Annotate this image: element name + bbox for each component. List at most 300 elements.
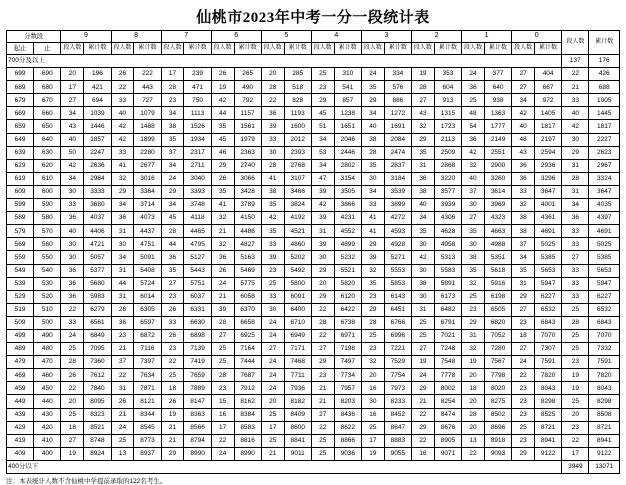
cell-cum-count: 1651 (334, 120, 361, 133)
cell-tail-seg: 33 (562, 225, 589, 238)
cell-seg-count: 36 (61, 277, 84, 290)
header-cum-7: 累计数 (184, 43, 211, 55)
cell-seg-count: 39 (311, 212, 334, 225)
cell-cum-count: 4958 (434, 238, 461, 251)
cell-cum-count: 8233 (384, 395, 411, 408)
cell-seg-count: 24 (512, 356, 535, 369)
cell-cum-count: 8275 (484, 395, 511, 408)
cell-cum-count: 4751 (134, 238, 161, 251)
cell-cum-count: 3184 (384, 172, 411, 185)
cell-seg-count: 25 (261, 434, 284, 447)
cell-cum-count: 3066 (234, 172, 261, 185)
cell-cum-count: 1272 (384, 107, 411, 120)
table-row (7, 107, 620, 120)
cell-tail-seg: 27 (562, 251, 589, 264)
row-score-end: 620 (34, 159, 61, 172)
row-label-span: 700分及以上 (7, 55, 562, 68)
header-start: 起止 (7, 43, 34, 55)
cell-cum-count: 2446 (334, 146, 361, 159)
cell-tail-cum: 688 (589, 81, 620, 94)
cell-cum-count: 7280 (484, 343, 511, 356)
cell-seg-count: 32 (462, 277, 485, 290)
cell-tail-seg: 23 (562, 356, 589, 369)
cell-seg-count: 34 (412, 212, 435, 225)
cell-seg-count: 32 (412, 120, 435, 133)
cell-cum-count: 4073 (134, 212, 161, 225)
cell-seg-count: 22 (161, 356, 184, 369)
cell-seg-count: 42 (61, 159, 84, 172)
cell-tail-cum: 2227 (589, 133, 620, 146)
row-score-end: 480 (34, 343, 61, 356)
cell-cum-count: 9036 (334, 447, 361, 460)
cell-seg-count: 29 (111, 185, 134, 198)
cell-seg-count: 35 (161, 133, 184, 146)
cell-cum-count: 3364 (134, 185, 161, 198)
row-score-start: 479 (7, 356, 34, 369)
cell-seg-count: 50 (61, 146, 84, 159)
cell-seg-count: 40 (361, 120, 384, 133)
cell-seg-count: 19 (61, 447, 84, 460)
cell-cum-count: 7634 (134, 369, 161, 382)
cell-cum-count: 9071 (434, 447, 461, 460)
cell-seg-count: 33 (261, 290, 284, 303)
cell-tail-cum: 176 (589, 55, 620, 68)
cell-cum-count: 5521 (334, 264, 361, 277)
cell-seg-count: 26 (161, 395, 184, 408)
cell-cum-count: 6143 (384, 290, 411, 303)
cell-cum-count: 3296 (535, 172, 562, 185)
cell-cum-count: 7248 (434, 343, 461, 356)
cell-seg-count: 46 (211, 146, 234, 159)
cell-cum-count: 8254 (434, 395, 461, 408)
cell-cum-count: 4795 (184, 238, 211, 251)
cell-seg-count: 20 (61, 395, 84, 408)
cell-cum-count: 6872 (134, 329, 161, 342)
row-score-end: 670 (34, 94, 61, 107)
cell-seg-count: 23 (211, 382, 234, 395)
cell-cum-count: 2802 (334, 159, 361, 172)
cell-seg-count: 23 (161, 290, 184, 303)
row-score-start: 669 (7, 107, 34, 120)
cell-seg-count: 25 (361, 329, 384, 342)
cell-seg-count: 38 (261, 185, 284, 198)
cell-seg-count: 24 (211, 277, 234, 290)
cell-cum-count: 6532 (535, 303, 562, 316)
cell-seg-count: 26 (61, 369, 84, 382)
cell-cum-count: 6173 (434, 290, 461, 303)
row-score-start: 529 (7, 290, 34, 303)
cell-seg-count: 31 (311, 225, 334, 238)
cell-seg-count: 41 (361, 212, 384, 225)
cell-seg-count: 37 (161, 146, 184, 159)
cell-cum-count: 7778 (434, 369, 461, 382)
cell-seg-count: 27 (512, 81, 535, 94)
cell-cum-count: 2711 (184, 159, 211, 172)
cell-cum-count: 3939 (434, 199, 461, 212)
cell-seg-count: 34 (61, 107, 84, 120)
row-score-start: 499 (7, 329, 34, 342)
cell-seg-count: 34 (361, 185, 384, 198)
cell-cum-count: 2149 (484, 133, 511, 146)
cell-cum-count: 3614 (484, 185, 511, 198)
cell-cum-count: 443 (134, 81, 161, 94)
cell-tail-seg: 28 (562, 316, 589, 329)
cell-cum-count: 4721 (84, 238, 111, 251)
row-score-start: 609 (7, 185, 34, 198)
cell-cum-count: 6279 (84, 303, 111, 316)
cell-seg-count: 36 (462, 81, 485, 94)
cell-cum-count: 8918 (484, 434, 511, 447)
cell-cum-count: 7754 (384, 369, 411, 382)
header-cum-4: 累计数 (334, 43, 361, 55)
cell-seg-count: 38 (361, 133, 384, 146)
cell-cum-count: 5724 (134, 277, 161, 290)
cell-cum-count: 8452 (384, 408, 411, 421)
row-score-start: 659 (7, 120, 34, 133)
table-row (7, 94, 620, 107)
cell-seg-count: 29 (512, 290, 535, 303)
cell-seg-count: 26 (111, 303, 134, 316)
cell-seg-count: 34 (512, 251, 535, 264)
cell-tail-cum: 5947 (589, 277, 620, 290)
cell-seg-count: 41 (111, 159, 134, 172)
cell-seg-count: 25 (61, 408, 84, 421)
cell-cum-count: 7659 (184, 369, 211, 382)
cell-seg-count: 34 (361, 107, 384, 120)
cell-seg-count: 23 (512, 395, 535, 408)
cell-seg-count: 45 (311, 107, 334, 120)
cell-seg-count: 28 (412, 81, 435, 94)
cell-cum-count: 7548 (434, 356, 461, 369)
cell-seg-count: 30 (462, 238, 485, 251)
cell-cum-count: 1600 (284, 120, 311, 133)
cell-cum-count: 8474 (434, 408, 461, 421)
cell-cum-count: 6451 (384, 303, 411, 316)
cell-tail-seg: 33 (562, 264, 589, 277)
cell-cum-count: 2509 (434, 146, 461, 159)
cell-seg-count: 30 (462, 199, 485, 212)
cell-cum-count: 6658 (234, 316, 261, 329)
cell-seg-count: 22 (111, 369, 134, 382)
cell-cum-count: 5163 (234, 251, 261, 264)
cell-cum-count: 2247 (84, 146, 111, 159)
cell-cum-count: 913 (434, 94, 461, 107)
cell-seg-count: 40 (111, 107, 134, 120)
header-seg-1: 段人数 (462, 43, 485, 55)
cell-seg-count: 40 (61, 225, 84, 238)
cell-cum-count: 4521 (284, 225, 311, 238)
cell-seg-count: 19 (211, 81, 234, 94)
cell-tail-seg: 22 (562, 434, 589, 447)
row-score-start: 449 (7, 395, 34, 408)
cell-seg-count: 30 (261, 303, 284, 316)
header-group-7: 7 (161, 31, 211, 43)
cell-seg-count: 24 (261, 316, 284, 329)
cell-cum-count: 8937 (134, 447, 161, 460)
cell-cum-count: 5653 (535, 264, 562, 277)
cell-seg-count: 21 (161, 421, 184, 434)
row-score-end: 540 (34, 264, 61, 277)
cell-cum-count: 9011 (284, 447, 311, 460)
cell-seg-count: 16 (361, 408, 384, 421)
cell-seg-count: 34 (161, 199, 184, 212)
cell-cum-count: 8020 (484, 382, 511, 395)
row-score-start: 429 (7, 421, 34, 434)
cell-seg-count: 42 (512, 107, 535, 120)
cell-seg-count: 29 (161, 185, 184, 198)
cell-seg-count: 33 (261, 238, 284, 251)
cell-seg-count: 38 (412, 185, 435, 198)
cell-seg-count: 31 (412, 159, 435, 172)
cell-seg-count: 23 (512, 316, 535, 329)
table-row (7, 290, 620, 303)
cell-cum-count: 5232 (334, 251, 361, 264)
cell-seg-count: 22 (61, 303, 84, 316)
cell-seg-count: 33 (161, 316, 184, 329)
cell-cum-count: 2740 (234, 159, 261, 172)
row-score-start: 459 (7, 382, 34, 395)
cell-seg-count: 29 (211, 159, 234, 172)
cell-cum-count: 5127 (184, 251, 211, 264)
cell-cum-count: 7529 (384, 356, 411, 369)
header-tail-seg: 段人数 (562, 31, 589, 55)
cell-seg-count: 36 (412, 172, 435, 185)
cell-cum-count: 8583 (234, 421, 261, 434)
cell-cum-count: 3680 (84, 199, 111, 212)
cell-cum-count: 7307 (535, 343, 562, 356)
cell-cum-count: 4437 (134, 225, 161, 238)
cell-tail-seg: 28 (562, 172, 589, 185)
cell-seg-count: 21 (412, 395, 435, 408)
cell-cum-count: 7912 (234, 382, 261, 395)
cell-seg-count: 22 (311, 329, 334, 342)
cell-cum-count: 8721 (535, 421, 562, 434)
cell-seg-count: 34 (161, 107, 184, 120)
cell-seg-count: 20 (61, 68, 84, 81)
table-row (7, 212, 620, 225)
cell-cum-count: 5351 (484, 251, 511, 264)
cell-seg-count: 54 (462, 120, 485, 133)
cell-cum-count: 8298 (535, 395, 562, 408)
row-score-start: 519 (7, 303, 34, 316)
row-score-start: 439 (7, 408, 34, 421)
cell-cum-count: 8794 (184, 434, 211, 447)
cell-tail-cum: 2967 (589, 159, 620, 172)
cell-cum-count: 3789 (234, 199, 261, 212)
cell-tail-cum: 7332 (589, 343, 620, 356)
cell-tail-seg: 20 (562, 408, 589, 421)
cell-seg-count: 22 (412, 408, 435, 421)
cell-cum-count: 8816 (234, 434, 261, 447)
cell-cum-count: 8162 (234, 395, 261, 408)
cell-seg-count: 24 (261, 329, 284, 342)
header-cum-8: 累计数 (134, 43, 161, 55)
cell-cum-count: 6738 (334, 316, 361, 329)
cell-cum-count: 1446 (84, 120, 111, 133)
cell-seg-count: 35 (412, 146, 435, 159)
cell-cum-count: 2984 (84, 172, 111, 185)
table-body (7, 55, 620, 474)
cell-cum-count: 7497 (334, 356, 361, 369)
header-group-6: 6 (211, 31, 261, 43)
cell-seg-count: 20 (462, 395, 485, 408)
cell-cum-count: 7198 (334, 343, 361, 356)
cell-cum-count: 7444 (234, 356, 261, 369)
cell-cum-count: 5443 (184, 264, 211, 277)
cell-cum-count: 4827 (234, 238, 261, 251)
cell-seg-count: 20 (261, 395, 284, 408)
cell-cum-count: 2317 (184, 146, 211, 159)
row-score-end: 660 (34, 107, 61, 120)
table-row (7, 238, 620, 251)
cell-cum-count: 5680 (84, 277, 111, 290)
cell-tail-seg: 17 (562, 447, 589, 460)
cell-seg-count: 31 (111, 225, 134, 238)
cell-cum-count: 3824 (284, 199, 311, 212)
cell-seg-count: 32 (462, 343, 485, 356)
cell-seg-count: 24 (261, 356, 284, 369)
cell-tail-seg: 22 (562, 68, 589, 81)
cell-cum-count: 7021 (434, 329, 461, 342)
cell-seg-count: 39 (311, 185, 334, 198)
cell-cum-count: 1723 (434, 120, 461, 133)
row-score-start: 559 (7, 251, 34, 264)
cell-cum-count: 1979 (234, 133, 261, 146)
cell-cum-count: 4663 (484, 225, 511, 238)
cell-seg-count: 36 (61, 212, 84, 225)
cell-cum-count: 3466 (284, 185, 311, 198)
cell-cum-count: 7468 (284, 356, 311, 369)
cell-cum-count: 8883 (384, 434, 411, 447)
cell-cum-count: 4323 (484, 212, 511, 225)
cell-seg-count: 47 (311, 172, 334, 185)
cell-seg-count: 43 (512, 146, 535, 159)
cell-seg-count: 37 (512, 238, 535, 251)
cell-seg-count: 25 (261, 408, 284, 421)
cell-seg-count: 27 (512, 343, 535, 356)
cell-seg-count: 23 (311, 81, 334, 94)
cell-seg-count: 40 (61, 133, 84, 146)
table-row (7, 343, 620, 356)
row-score-end: 450 (34, 382, 61, 395)
cell-cum-count: 310 (334, 68, 361, 81)
row-label-span: 400分以下 (7, 460, 562, 473)
cell-tail-seg: 42 (562, 120, 589, 133)
page-title: 仙桃市2023年中考一分一段统计表 (196, 10, 430, 26)
cell-cum-count: 8924 (84, 447, 111, 460)
table-row (7, 460, 620, 473)
cell-seg-count: 36 (211, 251, 234, 264)
header-group-2: 2 (412, 31, 462, 43)
cell-seg-count: 42 (211, 94, 234, 107)
cell-seg-count: 35 (512, 264, 535, 277)
cell-cum-count: 7957 (334, 382, 361, 395)
header-seg-4: 段人数 (311, 43, 334, 55)
cell-tail-cum: 7591 (589, 356, 620, 369)
cell-cum-count: 2280 (134, 146, 161, 159)
table-row (7, 356, 620, 369)
cell-cum-count: 8436 (334, 408, 361, 421)
cell-cum-count: 7070 (535, 329, 562, 342)
cell-cum-count: 3154 (334, 172, 361, 185)
cell-seg-count: 24 (261, 382, 284, 395)
cell-seg-count: 33 (512, 185, 535, 198)
table-row (7, 447, 620, 460)
cell-tail-cum: 5385 (589, 251, 620, 264)
cell-seg-count: 21 (211, 290, 234, 303)
cell-seg-count: 23 (111, 329, 134, 342)
cell-tail-cum: 4397 (589, 212, 620, 225)
cell-cum-count: 7567 (484, 356, 511, 369)
cell-seg-count: 20 (462, 369, 485, 382)
header-cum-0: 累计数 (535, 43, 562, 55)
cell-tail-seg: 25 (562, 303, 589, 316)
cell-tail-cum: 3647 (589, 185, 620, 198)
cell-cum-count: 5553 (384, 264, 411, 277)
cell-seg-count: 32 (361, 264, 384, 277)
cell-seg-count: 28 (161, 225, 184, 238)
cell-cum-count: 3333 (84, 185, 111, 198)
cell-tail-cum: 5653 (589, 264, 620, 277)
cell-seg-count: 25 (211, 343, 234, 356)
cell-cum-count: 2012 (284, 133, 311, 146)
cell-cum-count: 2837 (384, 159, 411, 172)
cell-cum-count: 7591 (535, 356, 562, 369)
cell-seg-count: 44 (111, 277, 134, 290)
cell-cum-count: 8600 (284, 421, 311, 434)
cell-seg-count: 26 (111, 68, 134, 81)
cell-seg-count: 35 (261, 199, 284, 212)
cell-tail-seg: 34 (562, 199, 589, 212)
cell-cum-count: 8043 (535, 382, 562, 395)
cell-cum-count: 4118 (184, 212, 211, 225)
cell-seg-count: 31 (462, 329, 485, 342)
cell-seg-count: 24 (61, 329, 84, 342)
cell-cum-count: 2936 (535, 159, 562, 172)
cell-cum-count: 9093 (484, 447, 511, 460)
cell-tail-seg: 36 (562, 212, 589, 225)
cell-cum-count: 8905 (434, 434, 461, 447)
cell-cum-count: 5025 (535, 238, 562, 251)
row-score-end: 630 (34, 146, 61, 159)
cell-seg-count: 13 (111, 447, 134, 460)
cell-seg-count: 29 (361, 303, 384, 316)
header-seg-5: 段人数 (261, 43, 284, 55)
header-row-subcols (7, 43, 620, 55)
cell-seg-count: 27 (462, 212, 485, 225)
cell-cum-count: 8203 (334, 395, 361, 408)
cell-seg-count: 19 (361, 447, 384, 460)
cell-cum-count: 7820 (535, 369, 562, 382)
cell-cum-count: 3647 (535, 185, 562, 198)
cell-seg-count: 45 (211, 133, 234, 146)
cell-seg-count: 24 (361, 68, 384, 81)
cell-cum-count: 3748 (184, 199, 211, 212)
row-score-end: 600 (34, 185, 61, 198)
cell-seg-count: 22 (61, 382, 84, 395)
cell-seg-count: 19 (412, 356, 435, 369)
cell-seg-count: 33 (361, 199, 384, 212)
cell-cum-count: 4928 (384, 238, 411, 251)
cell-cum-count: 8841 (284, 434, 311, 447)
cell-seg-count: 31 (111, 264, 134, 277)
cell-cum-count: 4860 (284, 238, 311, 251)
cell-seg-count: 29 (512, 447, 535, 460)
cell-seg-count: 18 (61, 421, 84, 434)
cell-cum-count: 3393 (184, 185, 211, 198)
row-score-start: 689 (7, 81, 34, 94)
cell-cum-count: 404 (535, 68, 562, 81)
